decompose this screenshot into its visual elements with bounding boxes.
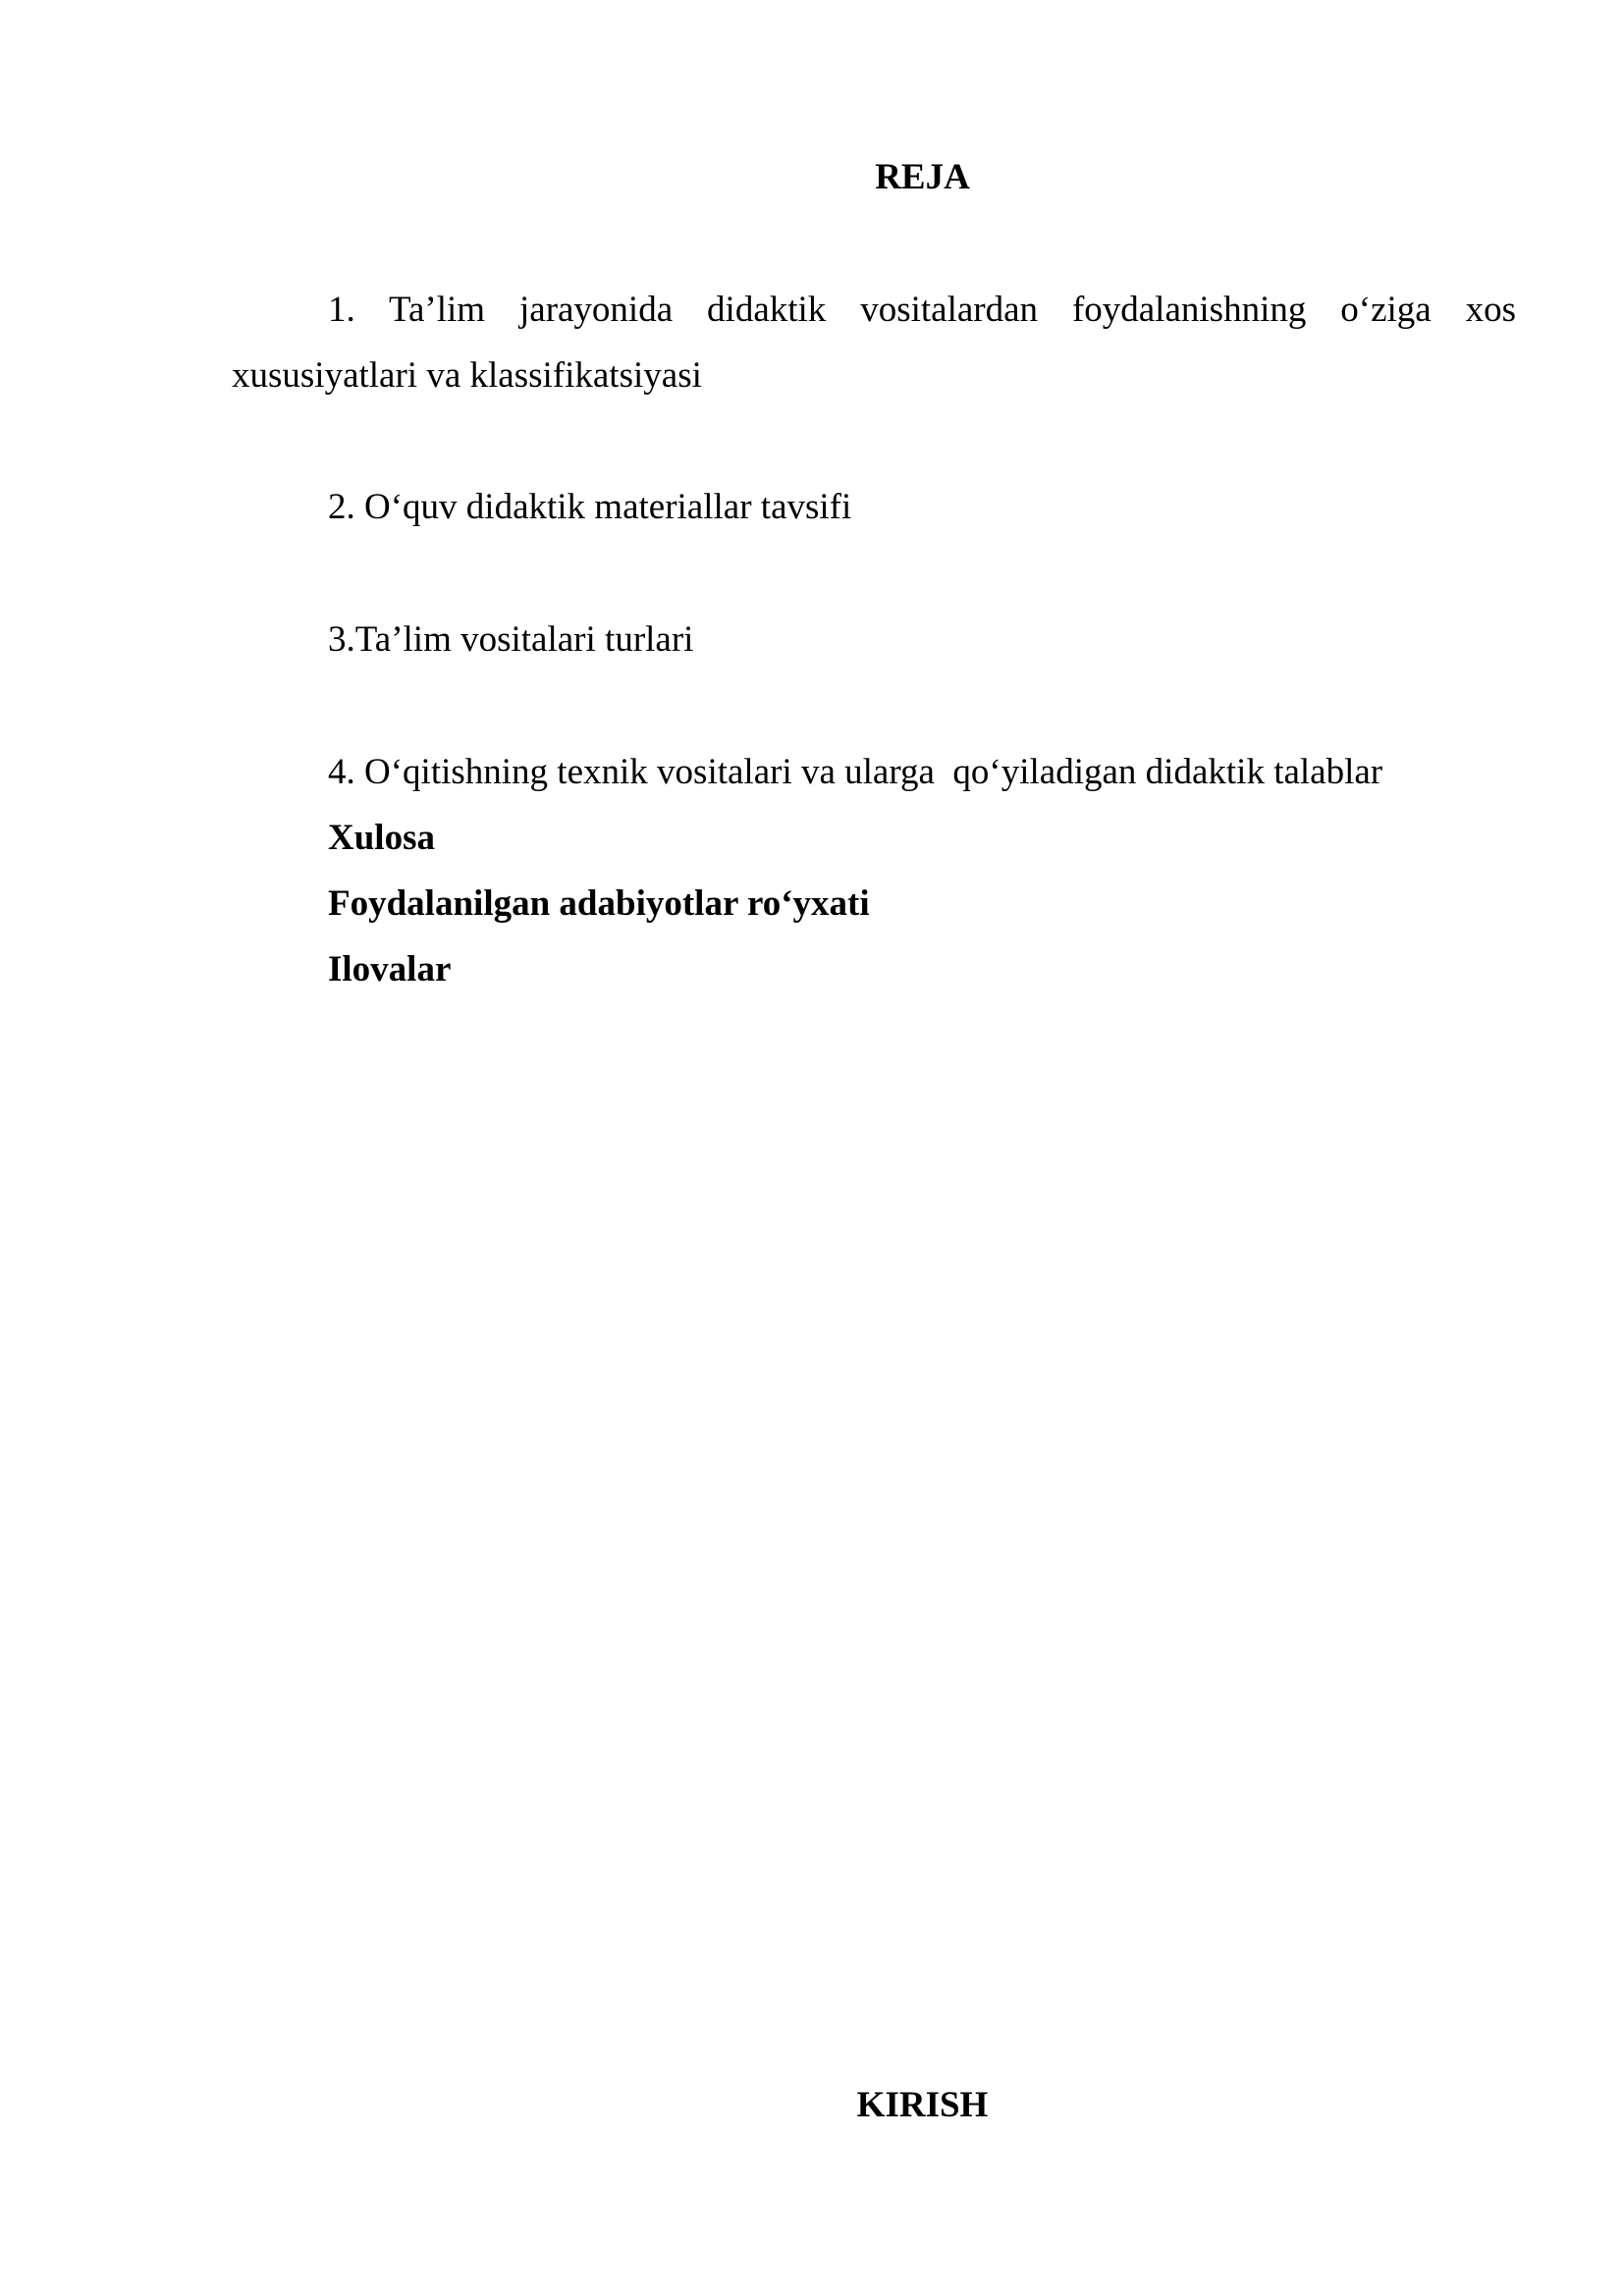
section-heading: KIRISH <box>856 2085 989 2125</box>
page-title: REJA <box>875 157 970 197</box>
plan-item-2: 2. O‘quv didaktik materiallar tavsifi <box>328 487 852 527</box>
plan-item-conclusion: Xulosa <box>328 818 435 858</box>
plan-item-references: Foydalanilgan adabiyotlar ro‘yxati <box>328 883 870 924</box>
plan-item-3: 3.Ta’lim vositalari turlari <box>328 619 694 660</box>
plan-item-1: 1. Ta’lim jarayonida didaktik vositalardan foydalanishning o‘ziga xos xususiyatlari va klassifikatsiyasi <box>232 290 1516 396</box>
plan-item-4: 4. O‘qitishning texnik vositalari va ularga qo‘yiladigan didaktik talablar <box>328 752 1383 792</box>
plan-item-appendices: Ilovalar <box>328 949 452 989</box>
